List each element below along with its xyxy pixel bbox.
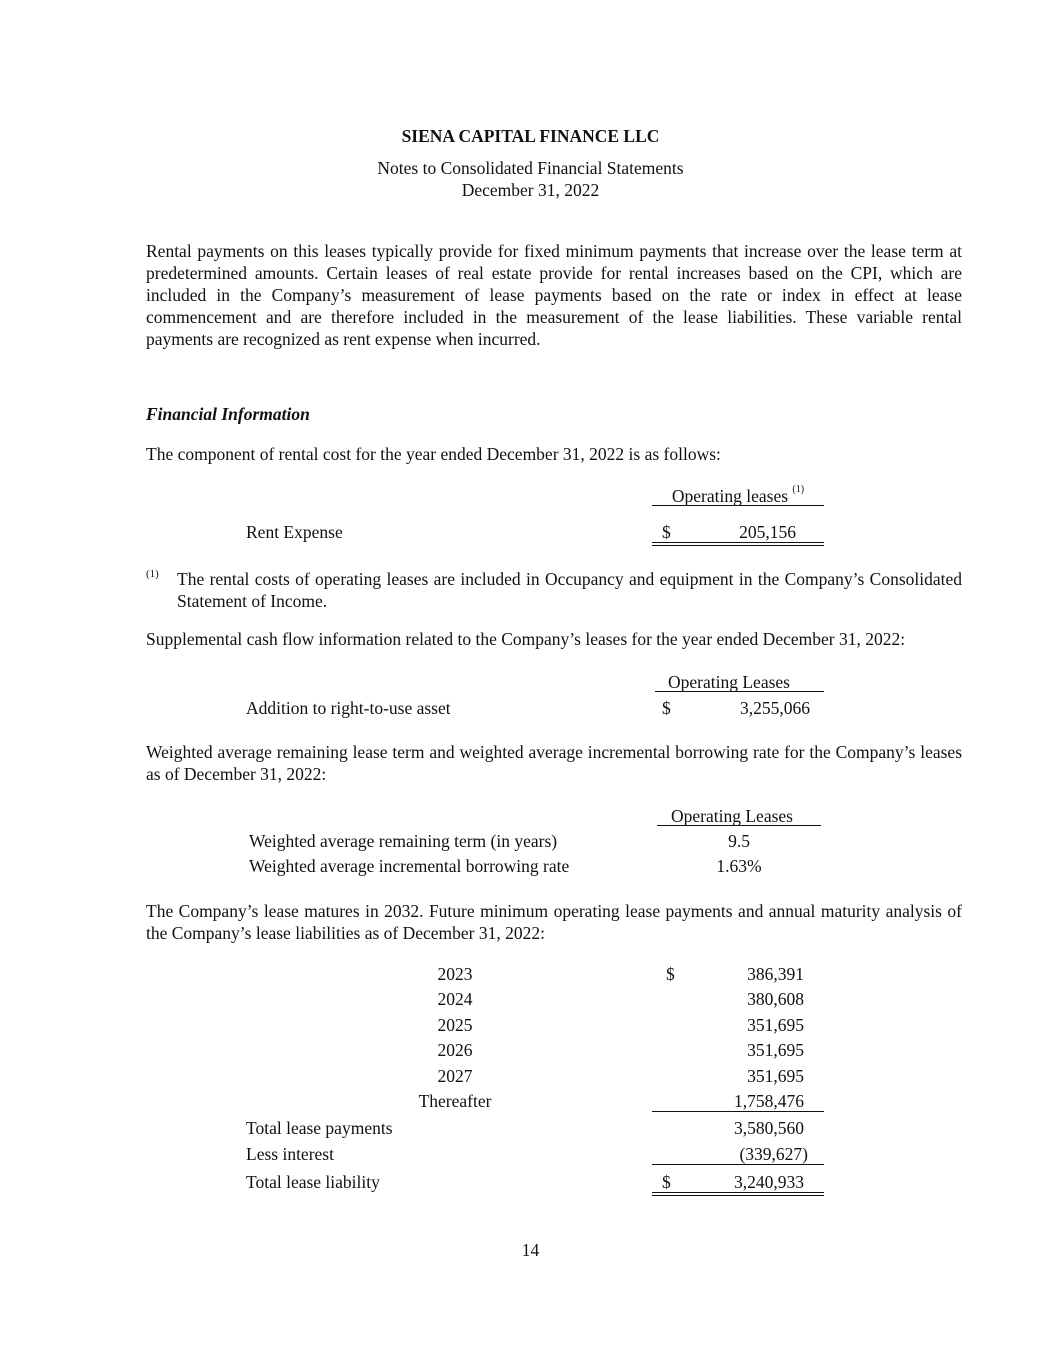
right-to-use-asset-currency: $ bbox=[662, 698, 671, 718]
less-interest-value: (339,627) bbox=[739, 1144, 808, 1164]
weighted-intro: Weighted average remaining lease term and weighted average incremental borrowing rate for the Company’s leases as of December 31, 2022: bbox=[146, 742, 962, 784]
maturity-year-label: Thereafter bbox=[418, 1091, 492, 1111]
maturity-year-value: 351,695 bbox=[747, 1066, 804, 1086]
maturity-intro: The Company’s lease matures in 2032. Future minimum operating lease payments and annual maturity analysis of the Company’s lease liabilities as of December 31, 2022: bbox=[146, 901, 962, 943]
maturity-year-label: 2026 bbox=[437, 1040, 473, 1060]
rental-cost-header-underline bbox=[652, 505, 824, 506]
right-to-use-asset-value: 3,255,066 bbox=[740, 698, 810, 718]
less-interest-label: Less interest bbox=[246, 1144, 334, 1164]
page-number: 14 bbox=[521, 1240, 540, 1260]
maturity-year-value: 380,608 bbox=[747, 989, 804, 1009]
supplemental-column-header: Operating Leases bbox=[668, 672, 790, 692]
supplemental-header-underline bbox=[655, 691, 824, 692]
less-interest-underline bbox=[652, 1164, 824, 1165]
footnote-text: The rental costs of operating leases are included in Occupancy and equipment in the Company’s Consolidated Statement of Income. bbox=[177, 569, 962, 611]
rent-expense-currency: $ bbox=[662, 522, 671, 542]
maturity-year-value: 351,695 bbox=[747, 1040, 804, 1060]
weighted-rate-label: Weighted average incremental borrowing rate bbox=[249, 856, 570, 876]
maturity-year-label: 2025 bbox=[437, 1015, 473, 1035]
thereafter-underline bbox=[652, 1111, 824, 1112]
company-name: SIENA CAPITAL FINANCE LLC bbox=[401, 126, 660, 146]
total-lease-liability-currency: $ bbox=[662, 1172, 671, 1192]
rent-expense-value: 205,156 bbox=[739, 522, 796, 542]
weighted-column-header: Operating Leases bbox=[671, 806, 793, 826]
weighted-rate-value: 1.63% bbox=[716, 856, 762, 876]
weighted-term-value: 9.5 bbox=[728, 831, 750, 851]
intro-paragraph: Rental payments on this leases typically provide for fixed minimum payments that increase over the lease term at predetermined amounts. Certain leases of real estate provide for rental increases based on the CPI, which are included in the Company’s measurement of lease payments based on the rate or index in effect at lease commencement and are therefore included in the measurement of the lease liabilities. These variable rental payments are recognized as rent expense when incurred. bbox=[146, 241, 962, 349]
weighted-term-label: Weighted average remaining term (in years) bbox=[249, 831, 558, 851]
maturity-currency: $ bbox=[666, 964, 675, 984]
maturity-year-value: 351,695 bbox=[747, 1015, 804, 1035]
section-heading: Financial Information bbox=[146, 404, 310, 424]
footnote-reference: (1) bbox=[792, 484, 805, 495]
maturity-year-value: 386,391 bbox=[747, 964, 804, 984]
weighted-header-underline bbox=[657, 825, 821, 826]
total-lease-payments-value: 3,580,560 bbox=[734, 1118, 804, 1138]
rental-cost-column-header-text: Operating leases bbox=[671, 486, 789, 506]
rental-cost-column-header bbox=[652, 486, 824, 507]
maturity-year-value: 1,758,476 bbox=[734, 1091, 804, 1111]
footnote-mark: (1) bbox=[146, 568, 159, 580]
rental-cost-intro: The component of rental cost for the year ended December 31, 2022 is as follows: bbox=[146, 444, 721, 464]
document-subtitle: Notes to Consolidated Financial Statements bbox=[377, 158, 684, 178]
maturity-year-label: 2023 bbox=[437, 964, 473, 984]
total-lease-payments-label: Total lease payments bbox=[246, 1118, 393, 1138]
document-date: December 31, 2022 bbox=[461, 180, 600, 200]
supplemental-intro: Supplemental cash flow information related to the Company’s leases for the year ended December 31, 2022: bbox=[146, 629, 906, 649]
maturity-year-label: 2027 bbox=[437, 1066, 473, 1086]
total-lease-liability-double-underline bbox=[652, 1192, 824, 1196]
rent-expense-label: Rent Expense bbox=[246, 522, 343, 542]
total-lease-liability-label: Total lease liability bbox=[246, 1172, 380, 1192]
maturity-year-label: 2024 bbox=[437, 989, 473, 1009]
right-to-use-asset-label: Addition to right-to-use asset bbox=[246, 698, 451, 718]
total-lease-liability-value: 3,240,933 bbox=[734, 1172, 804, 1192]
rent-expense-double-underline bbox=[652, 542, 824, 546]
